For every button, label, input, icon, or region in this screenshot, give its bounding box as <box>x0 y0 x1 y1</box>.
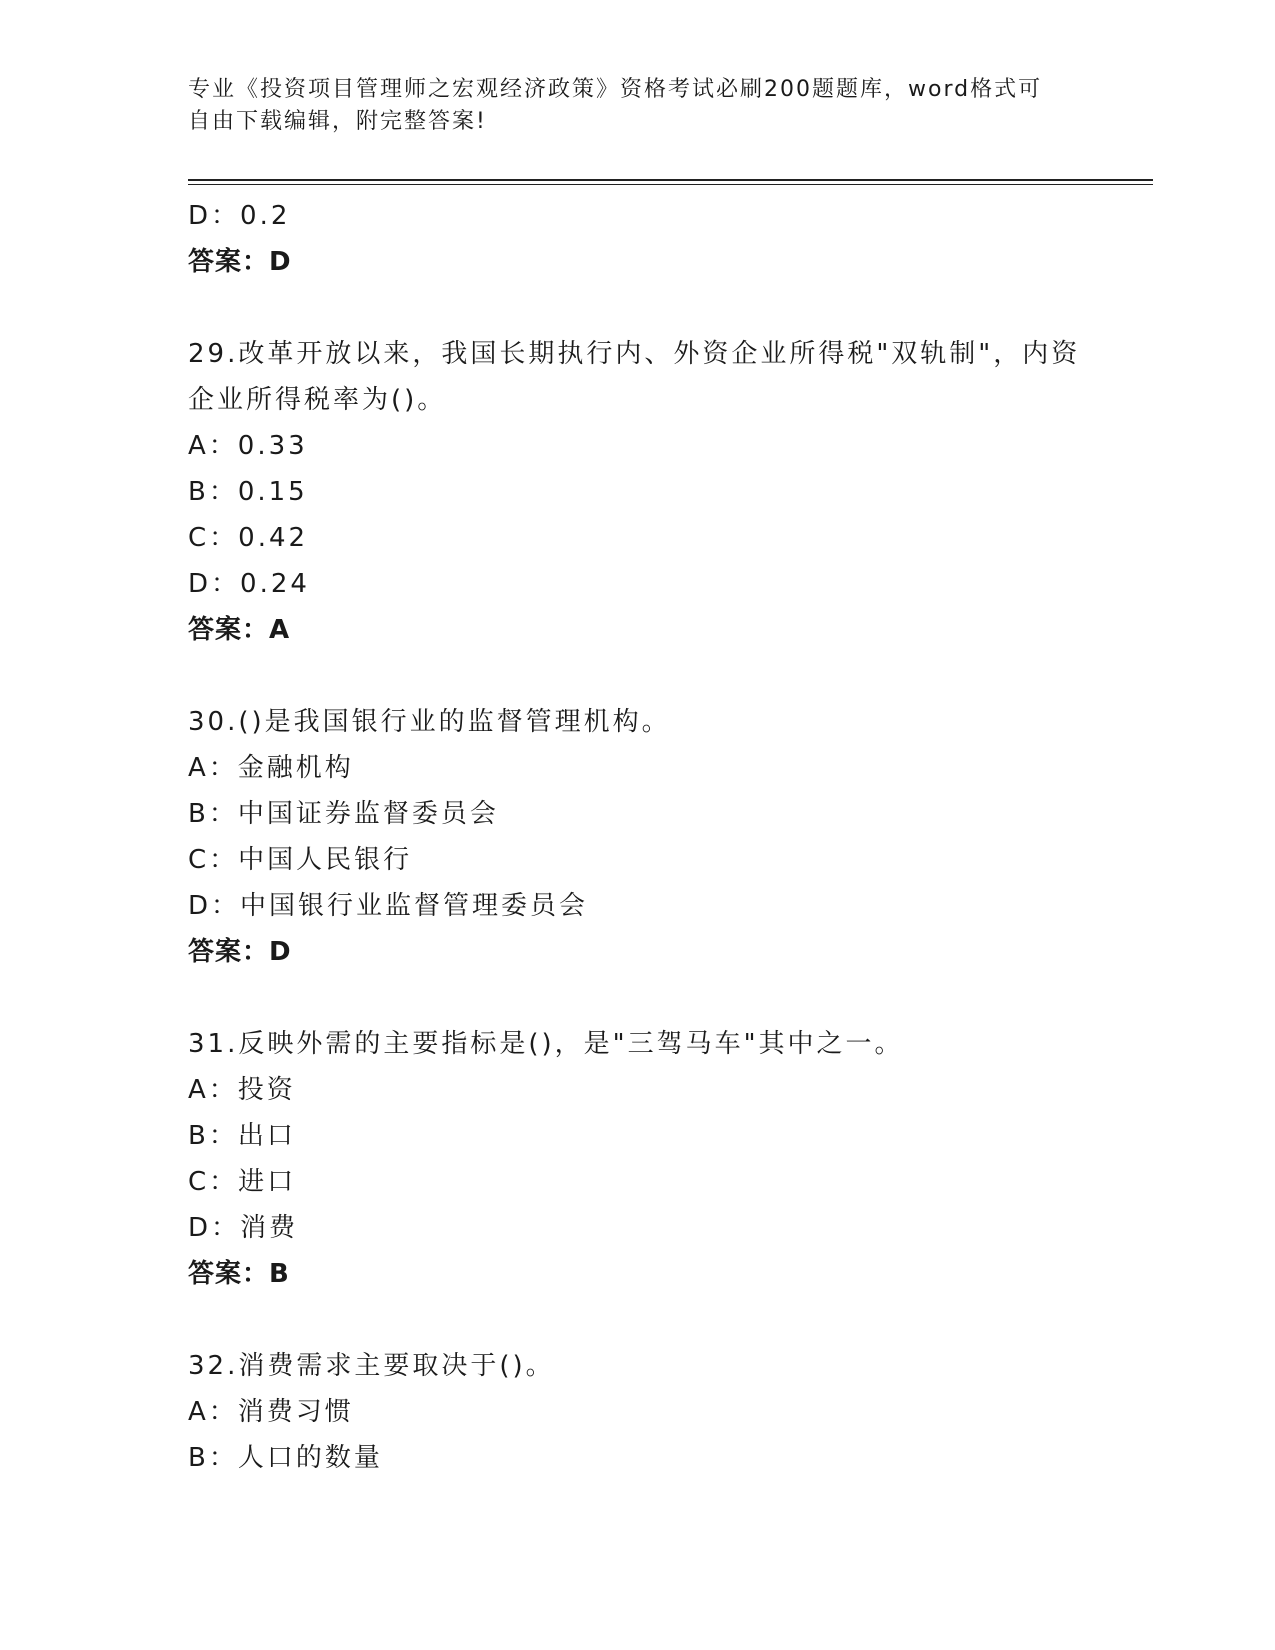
q29-option-a: A：0.33 <box>188 431 308 461</box>
question-32 <box>188 1343 1153 1481</box>
q29-stem-line-1: 29.改革开放以来，我国长期执行内、外资企业所得税"双轨制"，内资 <box>188 339 1081 369</box>
header-rule-thin <box>188 184 1153 185</box>
question-29 <box>188 331 1153 653</box>
prev-answer: 答案：D <box>188 247 292 277</box>
q31-stem: 31.反映外需的主要指标是()，是"三驾马车"其中之一。 <box>188 1029 904 1059</box>
q30-option-b: B：中国证券监督委员会 <box>188 799 499 829</box>
q32-option-b: B：人口的数量 <box>188 1443 383 1473</box>
q32-stem: 32.消费需求主要取决于()。 <box>188 1351 555 1381</box>
question-30 <box>188 699 1153 975</box>
q30-answer: 答案：D <box>188 937 292 967</box>
header-rule-thick <box>188 179 1153 181</box>
q29-option-b: B：0.15 <box>188 477 308 507</box>
header-title-line-1: 专业《投资项目管理师之宏观经济政策》资格考试必刷200题题库，word格式可 <box>188 77 1043 102</box>
q30-option-d: D：中国银行业监督管理委员会 <box>188 891 589 921</box>
q29-option-c: C：0.42 <box>188 523 309 553</box>
q31-option-c: C：进口 <box>188 1167 297 1197</box>
spacer <box>188 285 1153 331</box>
question-31 <box>188 1021 1153 1297</box>
q29-answer: 答案：A <box>188 615 291 645</box>
spacer <box>188 1297 1153 1343</box>
q30-option-a: A：金融机构 <box>188 753 354 783</box>
q31-answer: 答案：B <box>188 1259 290 1289</box>
spacer <box>188 653 1153 699</box>
q29-option-d: D：0.24 <box>188 569 310 599</box>
q30-option-c: C：中国人民银行 <box>188 845 413 875</box>
document-header <box>188 74 1088 138</box>
prev-option-d: D：0.2 <box>188 201 291 231</box>
question-content <box>188 193 1153 1481</box>
q29-stem-line-2: 企业所得税率为()。 <box>188 385 447 415</box>
spacer <box>188 975 1153 1021</box>
q32-option-a: A：消费习惯 <box>188 1397 354 1427</box>
q30-stem: 30.()是我国银行业的监督管理机构。 <box>188 707 671 737</box>
q31-option-b: B：出口 <box>188 1121 296 1151</box>
header-title-line-2: 自由下载编辑，附完整答案! <box>188 109 487 134</box>
q31-option-a: A：投资 <box>188 1075 296 1105</box>
q31-option-d: D：消费 <box>188 1213 299 1243</box>
